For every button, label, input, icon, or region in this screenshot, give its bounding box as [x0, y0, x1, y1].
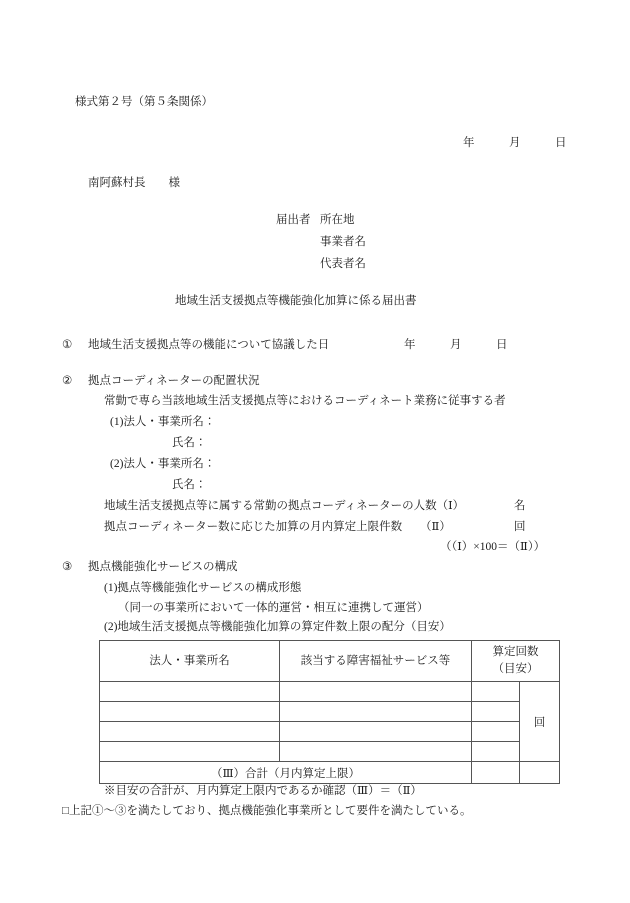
- coordinator-1-name-field[interactable]: 氏名：: [172, 437, 207, 449]
- submitter-label: 届出者: [276, 214, 311, 226]
- limit-formula: （（Ⅰ）×100＝（Ⅱ））: [440, 541, 546, 553]
- table-total-label: （Ⅲ）合計（月内算定上限）: [100, 762, 472, 784]
- row-2-org[interactable]: [100, 702, 280, 722]
- table-row: [100, 722, 560, 742]
- item-3-sub-1-label: (1)拠点等機能強化サービスの構成形態: [104, 582, 302, 594]
- item-1-date-field[interactable]: 年 月 日: [404, 339, 508, 351]
- coordinator-2-org-field[interactable]: (2)法人・事業所名：: [110, 458, 216, 470]
- item-3-sub-2-label: (2)地域生活支援拠点等機能強化加算の算定件数上限の配分（目安）: [104, 621, 451, 633]
- item-2-heading: 拠点コーディネーターの配置状況: [88, 375, 260, 387]
- monthly-limit-unit: 回: [514, 521, 526, 533]
- item-2-number: ②: [62, 375, 73, 387]
- submitter-address-label: 所在地: [320, 214, 355, 226]
- form-number: 様式第２号（第５条関係）: [75, 96, 213, 108]
- table-header-service: 該当する障害福祉サービス等: [280, 641, 472, 682]
- row-2-service[interactable]: [280, 702, 472, 722]
- row-1-service[interactable]: [280, 682, 472, 702]
- submitter-representative-label: 代表者名: [320, 258, 366, 270]
- allocation-table: [99, 640, 560, 784]
- row-3-count[interactable]: [472, 722, 520, 742]
- coordinator-2-name-field[interactable]: 氏名：: [172, 479, 207, 491]
- confirmation-note: ※目安の合計が、月内算定上限内であるか確認（Ⅲ）＝（Ⅱ）: [104, 785, 422, 797]
- row-3-service[interactable]: [280, 722, 472, 742]
- row-1-count[interactable]: [472, 682, 520, 702]
- requirements-checkbox-line[interactable]: □上記①～③を満たしており、拠点機能強化事業所として要件を満たしている。: [62, 805, 472, 817]
- row-4-service[interactable]: [280, 742, 472, 762]
- row-4-count[interactable]: [472, 742, 520, 762]
- coordinator-1-org-field[interactable]: (1)法人・事業所名：: [110, 416, 216, 428]
- item-2-lead-text: 常勤で専ら当該地域生活支援拠点等におけるコーディネート業務に従事する者: [104, 395, 506, 407]
- row-1-org[interactable]: [100, 682, 280, 702]
- table-total-row: [100, 762, 560, 784]
- submitter-business-name-label: 事業者名: [320, 236, 366, 248]
- table-header-row: [100, 641, 560, 682]
- item-1-number: ①: [62, 339, 73, 351]
- item-1-label: 地域生活支援拠点等の機能について協議した日: [88, 339, 330, 351]
- item-3-sub-1-note: （同一の事業所において一体的運営・相互に連携して運営）: [118, 602, 429, 614]
- coordinator-count-label: 地域生活支援拠点等に属する常勤の拠点コーディネーターの人数（Ⅰ）: [104, 500, 465, 512]
- row-3-org[interactable]: [100, 722, 280, 742]
- row-2-count[interactable]: [472, 702, 520, 722]
- page-title: 地域生活支援拠点等機能強化加算に係る届出書: [175, 295, 417, 307]
- table-row: [100, 742, 560, 762]
- table-count-unit-cell: 回: [520, 682, 560, 762]
- table-total-value[interactable]: [472, 762, 520, 784]
- table-row: [100, 682, 560, 702]
- item-3-heading: 拠点機能強化サービスの構成: [88, 561, 238, 573]
- table-header-count-line-1: 算定回数: [492, 646, 539, 659]
- row-4-org[interactable]: [100, 742, 280, 762]
- coordinator-count-unit: 名: [514, 500, 526, 512]
- monthly-limit-mark: （Ⅱ）: [420, 521, 451, 533]
- addressee: 南阿蘇村長 様: [88, 177, 180, 189]
- table-row: [100, 702, 560, 722]
- item-3-number: ③: [62, 561, 73, 573]
- submission-date-line: 年 月 日: [463, 137, 567, 149]
- table-total-unit-cell: [520, 762, 560, 784]
- table-header-org: 法人・事業所名: [100, 641, 280, 682]
- monthly-limit-label: 拠点コーディネーター数に応じた加算の月内算定上限件数: [104, 521, 403, 533]
- table-header-count-line-2: （目安）: [492, 663, 539, 675]
- table-header-count: [472, 641, 560, 682]
